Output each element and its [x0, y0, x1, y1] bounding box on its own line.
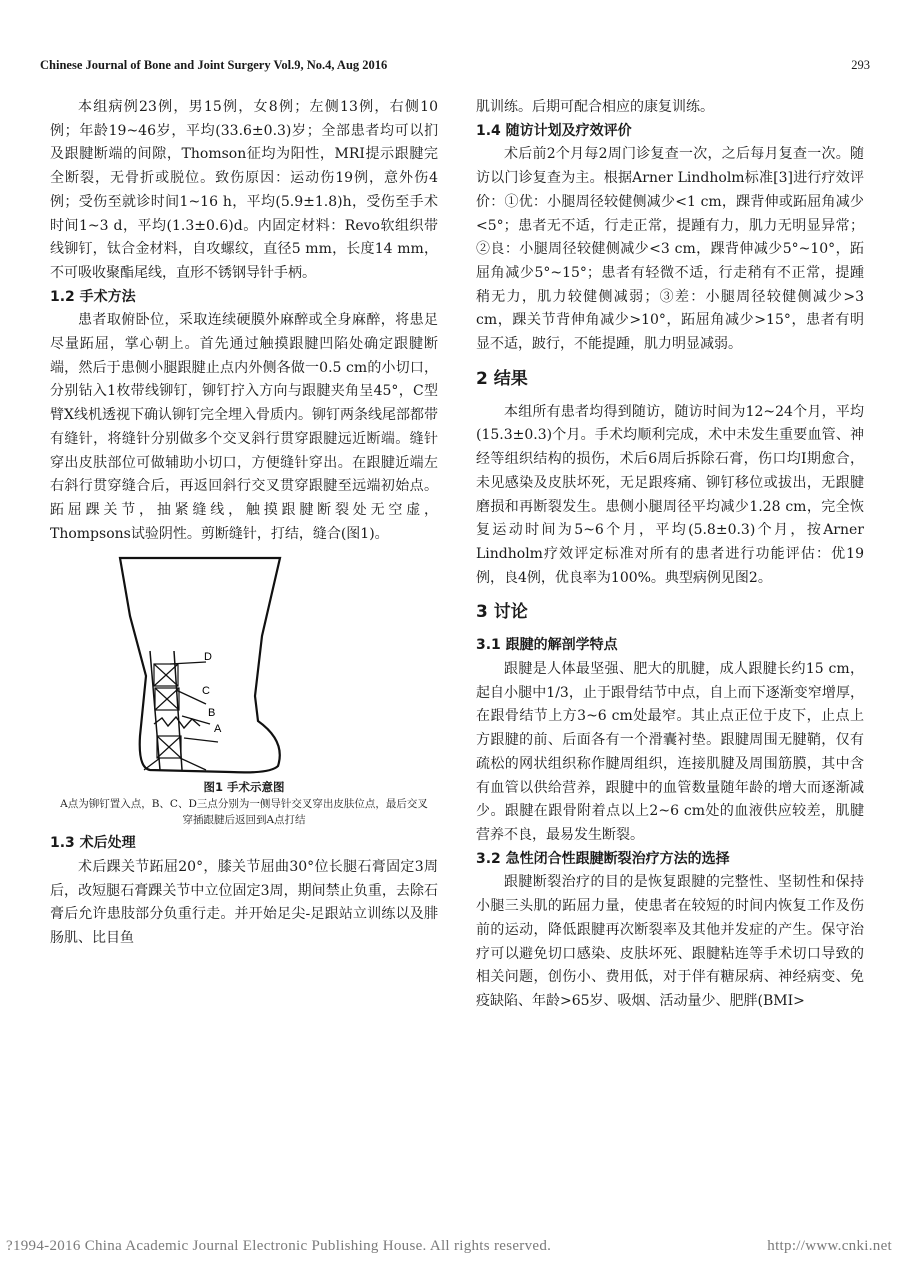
paragraph: 跟腱是人体最坚强、肥大的肌腱，成人跟腱长约15 cm，起自小腿中1/3，止于跟骨结节中点，自上而下逐渐变窄增厚，在跟骨结节上方3~6 cm处最窄。其止点正位于皮下，止点上方跟腱的前、后面各有一个滑囊衬垫。跟腱周围无腱鞘，仅有疏松的网状组织称作腱周组织，连接肌腱及周围筋膜，其中含有血管以供给营养，跟腱中的血管数量随年龄的增大而逐渐减少。跟腱在跟骨附着点以上2~6 cm处的血液供应较差，肌腱营养不良，最易发生断裂。 [476, 661, 864, 843]
section-heading-1-2: 1.2 手术方法 [50, 288, 136, 305]
copyright-text: ?1994-2016 China Academic Journal Electronic Publishing House. All rights reserved. [6, 1238, 552, 1254]
right-column [476, 96, 864, 1014]
label-a: A [214, 723, 222, 736]
running-header [40, 58, 870, 73]
paragraph: 术后前2个月每2周门诊复查一次，之后每月复查一次。随访以门诊复查为主。根据Arner Lindholm标准[3]进行疗效评价：①优：小腿周径较健侧减少<1 cm，踝背伸或跖屈角减少<5°；患者无不适，行走正常，提踵有力，肌力无明显异常；②良：小腿周径较健侧减少<3 cm，踝背伸减少5°~10°，跖屈角减少5°~15°；患者有轻微不适，行走稍有不正常，提踵稍无力，肌力较健侧减弱；③差：小腿周径较健侧减少>3 cm，踝关节背伸角减少>10°，跖屈角减少>15°，患者有明显不适，跛行，不能提踵，肌力明显减弱。 [476, 146, 864, 353]
figure-title: 图1 手术示意图 [203, 780, 285, 795]
surgical-diagram [110, 556, 290, 774]
figure-note: A点为铆钉置入点，B、C、D三点分别为一侧导针交叉穿出皮肤位点，最后交叉穿插跟腱后返回到A点打结 [60, 798, 428, 827]
section-heading-3-2: 3.2 急性闭合性跟腱断裂治疗方法的选择 [476, 850, 730, 867]
section-heading-1-3: 1.3 术后处理 [50, 835, 136, 852]
paragraph: 本组所有患者均得到随访，随访时间为12~24个月，平均(15.3±0.3)个月。手术均顺利完成，术中未发生重要血管、神经等组织结构的损伤，术后6周后拆除石膏，伤口均Ⅰ期愈合，未见感染及皮肤坏死，无足跟疼痛、铆钉移位或拔出，无跟腱磨损和再断裂发生。患侧小腿周径平均减少1.28 cm，完全恢复运动时间为5~6个月，平均(5.8±0.3)个月，按Arner Lindholm疗效评定标准对所有的患者进行功能评估：优19例，良4例，优良率为100%。典型病例见图2。 [476, 403, 864, 586]
label-b: B [208, 707, 216, 720]
label-d: D [204, 651, 212, 664]
left-column [50, 96, 438, 951]
journal-title: Chinese Journal of Bone and Joint Surgery Vol.9, No.4, Aug 2016 [40, 58, 388, 72]
label-c: C [202, 685, 210, 698]
paragraph: 术后踝关节跖屈20°，膝关节屈曲30°位长腿石膏固定3周后，改短腿石膏踝关节中立位固定3周，期间禁止负重，去除石膏后允许患肢部分负重行走。并开始足尖-足跟站立训练以及腓肠肌、比目鱼 [50, 859, 438, 947]
paragraph: 患者取俯卧位，采取连续硬膜外麻醉或全身麻醉，将患足尽量跖屈，掌心朝上。首先通过触摸跟腱凹陷处确定跟腱断端，然后于患侧小腿跟腱止点内外侧各做一0.5 cm的小切口，分别钻入1枚带线铆钉，铆钉拧入方向与跟腱夹角呈45°，C型臂X线机透视下确认铆钉完全埋入骨质内。铆钉两条线尾部都带有缝针，将缝针分别做多个交叉斜行贯穿跟腱远近断端。缝针穿出皮肤部位可做辅助小切口，方便缝针穿出。在跟腱近端左右斜行贯穿缝合后，再返回斜行交叉贯穿跟腱至远端初始点。跖屈踝关节，抽紧缝线，触摸跟腱断裂处无空虚，Thompsons试验阴性。剪断缝针，打结，缝合(图1)。 [50, 312, 438, 542]
paragraph: 跟腱断裂治疗的目的是恢复跟腱的完整性、坚韧性和保持小腿三头肌的跖屈力量，使患者在较短的时间内恢复工作及伤前的运动，降低跟腱再次断裂率及其他并发症的产生。保守治疗可以避免切口感染、皮肤坏死、跟腱粘连等手术切口导致的相关问题，创伤小、费用低，对于伴有糖尿病、神经病变、免疫缺陷、年龄>65岁、吸烟、活动量少、肥胖(BMI> [476, 874, 864, 1009]
site-link[interactable]: http://www.cnki.net [767, 1238, 892, 1254]
section-heading-2: 2 结果 [476, 368, 528, 389]
paragraph: 肌训练。后期可配合相应的康复训练。 [476, 99, 714, 115]
page-number: 293 [851, 58, 870, 72]
figure-1 [50, 556, 438, 828]
section-heading-3: 3 讨论 [476, 602, 528, 623]
copyright-footer [6, 1238, 904, 1255]
section-heading-1-4: 1.4 随访计划及疗效评价 [476, 122, 632, 139]
paragraph: 本组病例23例，男15例，女8例；左侧13例，右侧10例；年龄19~46岁，平均(33.6±0.3)岁；全部患者均可以扪及跟腱断端的间隙，Thomson征均为阳性，MRI提示跟腱完全断裂，无骨折或脱位。致伤原因：运动伤19例，意外伤4例；受伤至就诊时间1~16 h，平均(5.9±1.8)h，受伤至手术时间1~3 d，平均(1.3±0.6)d。内固定材料：Revo软组织带线铆钉，钛合金材料，自攻螺纹，直径5 mm，长度14 mm，不可吸收聚酯尾线，直形不锈钢导针手柄。 [50, 99, 438, 281]
section-heading-3-1: 3.1 跟腱的解剖学特点 [476, 637, 618, 654]
